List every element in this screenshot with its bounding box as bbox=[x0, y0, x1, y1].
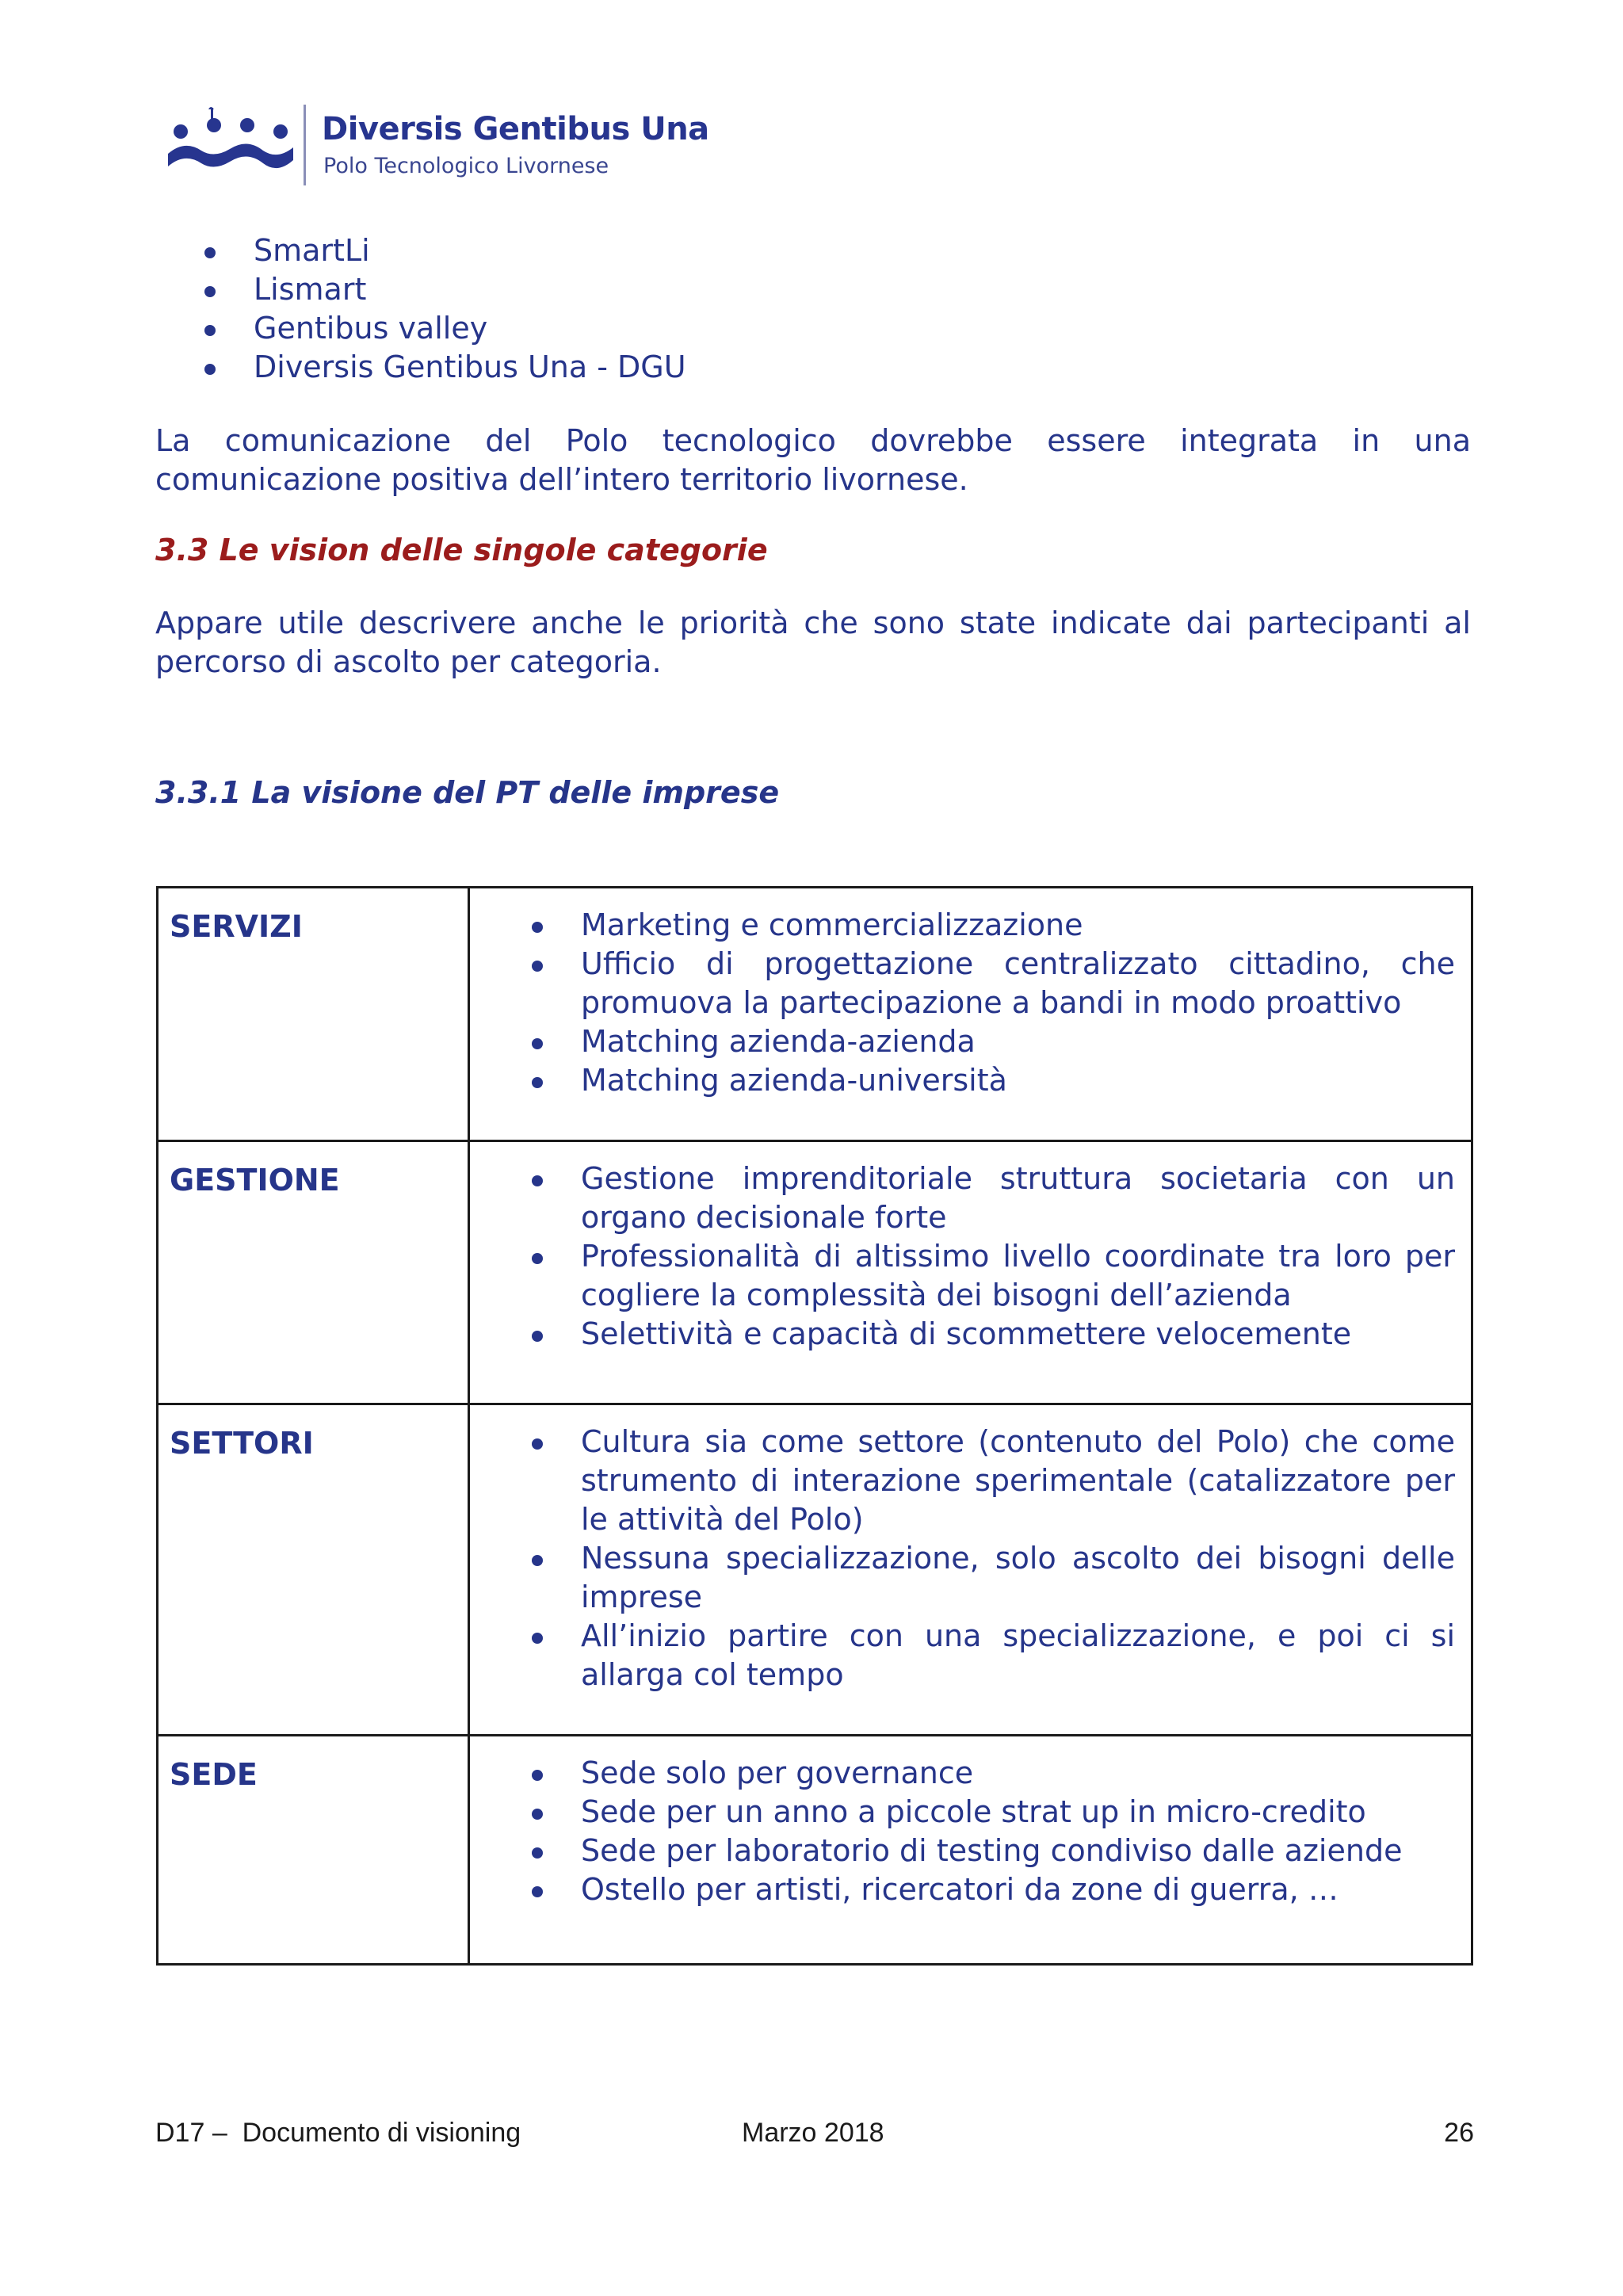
logo-name: Diversis Gentibus Una bbox=[322, 111, 709, 147]
category-cell: SETTORI bbox=[158, 1404, 469, 1736]
items-cell bbox=[469, 1404, 1472, 1736]
logo-icon bbox=[165, 101, 296, 189]
list-item: All’inizio partire con una specializzazione, e poi ci si allarga col tempo bbox=[532, 1617, 1455, 1694]
list-item: Nessuna specializzazione, solo ascolto dei bisogni delle imprese bbox=[532, 1539, 1455, 1617]
list-item: Lismart bbox=[204, 270, 686, 309]
list-item: Cultura sia come settore (contenuto del Polo) che come strumento di interazione sperimentale (catalizzatore per le attività del Polo) bbox=[532, 1423, 1455, 1539]
list-item: SmartLi bbox=[204, 231, 686, 270]
paragraph-priorities: Appare utile descrivere anche le priorità che sono state indicate dai partecipanti al percorso di ascolto per categoria. bbox=[155, 606, 1471, 679]
footer-document-title: D17 – Documento di visioning bbox=[155, 2118, 521, 2148]
list-item: Sede solo per governance bbox=[532, 1754, 1455, 1793]
category-cell: SEDE bbox=[158, 1736, 469, 1965]
list-item: Gestione imprenditoriale struttura societaria con un organo decisionale forte bbox=[532, 1159, 1455, 1237]
footer-date: Marzo 2018 bbox=[742, 2118, 884, 2148]
items-cell bbox=[469, 1141, 1472, 1404]
category-cell: GESTIONE bbox=[158, 1141, 469, 1404]
page-header bbox=[165, 101, 720, 189]
table-row bbox=[158, 1141, 1472, 1404]
intro-bullet-list bbox=[204, 231, 686, 387]
table-row bbox=[158, 1736, 1472, 1965]
list-item: Matching azienda-azienda bbox=[532, 1022, 1455, 1061]
logo-subtitle: Polo Tecnologico Livornese bbox=[323, 154, 609, 178]
footer-page-number: 26 bbox=[1444, 2118, 1474, 2148]
table-row bbox=[158, 888, 1472, 1141]
subsection-heading: 3.3.1 La visione del PT delle imprese bbox=[155, 775, 780, 810]
section-heading: 3.3 Le vision delle singole categorie bbox=[155, 533, 768, 567]
list-item: Matching azienda-università bbox=[532, 1061, 1455, 1100]
list-item: Ufficio di progettazione centralizzato cittadino, che promuova la partecipazione a bandi in modo proattivo bbox=[532, 945, 1455, 1022]
paragraph-communication: La comunicazione del Polo tecnologico dovrebbe essere integrata in una comunicazione positiva dell’intero territorio livornese. bbox=[155, 423, 1471, 497]
items-cell bbox=[469, 1736, 1472, 1965]
list-item: Ostello per artisti, ricercatori da zone di guerra, … bbox=[532, 1870, 1455, 1909]
category-cell: SERVIZI bbox=[158, 888, 469, 1141]
vision-table bbox=[156, 886, 1473, 1966]
table-row bbox=[158, 1404, 1472, 1736]
list-item: Diversis Gentibus Una - DGU bbox=[204, 348, 686, 387]
list-item: Marketing e commercializzazione bbox=[532, 906, 1455, 945]
list-item: Selettività e capacità di scommettere velocemente bbox=[532, 1315, 1455, 1354]
logo-divider bbox=[304, 105, 306, 185]
list-item: Professionalità di altissimo livello coordinate tra loro per cogliere la complessità dei bisogni dell’azienda bbox=[532, 1237, 1455, 1315]
items-cell bbox=[469, 888, 1472, 1141]
list-item: Sede per laboratorio di testing condiviso dalle aziende bbox=[532, 1832, 1455, 1870]
list-item: Sede per un anno a piccole strat up in micro-credito bbox=[532, 1793, 1455, 1832]
list-item: Gentibus valley bbox=[204, 309, 686, 348]
